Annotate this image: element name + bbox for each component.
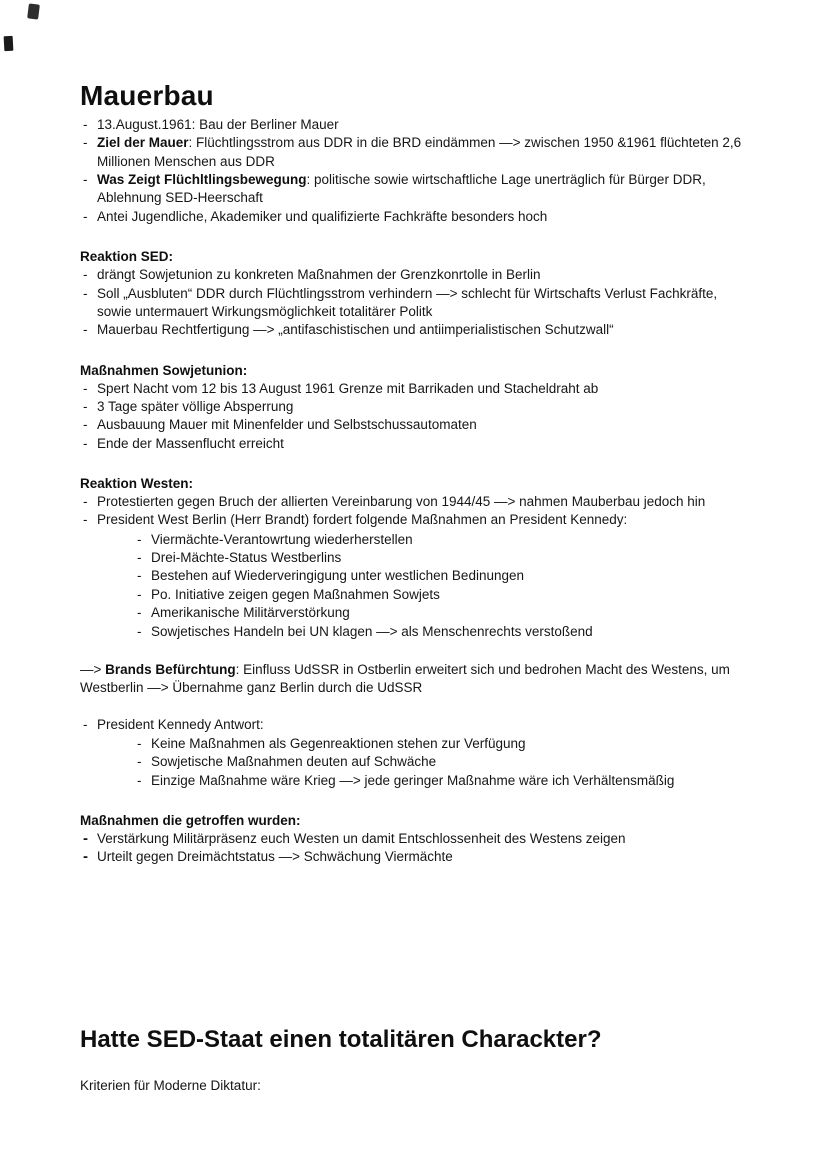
- list-item: - Spert Nacht vom 12 bis 13 August 1961 Grenze mit Barrikaden und Stacheldraht ab: [80, 380, 748, 398]
- sub-list: [134, 531, 748, 641]
- list-item: - 3 Tage später völlige Absperrung: [80, 398, 748, 416]
- befuerchtung-paragraph: [80, 661, 748, 698]
- doc-title: Mauerbau: [80, 80, 214, 111]
- list-item: - Ende der Massenflucht erreicht: [80, 435, 748, 453]
- section-heading-reaktion-sed: Reaktion SED:: [80, 249, 174, 265]
- list-item: - Ziel der Mauer: Flüchtlingsstrom aus DDR in die BRD eindämmen —> zwischen 1950 &1961 flüchteten 2,6 Millionen Menschen aus DDR: [80, 134, 748, 171]
- kennedy-list: [80, 716, 748, 790]
- sub-list: [134, 735, 748, 790]
- list-item: - Keine Maßnahmen als Gegenreaktionen stehen zur Verfügung: [134, 735, 748, 753]
- criteria-label: Kriterien für Moderne Diktatur:: [80, 1078, 261, 1093]
- list-item: - Antei Jugendliche, Akademiker und qualifizierte Fachkräfte besonders hoch: [80, 208, 748, 226]
- list-item: - drängt Sowjetunion zu konkreten Maßnahmen der Grenzkonrtolle in Berlin: [80, 266, 748, 284]
- section-list-massnahmen-getroffen: [80, 830, 748, 867]
- section-heading-reaktion-westen: Reaktion Westen:: [80, 476, 194, 492]
- list-item: - Verstärkung Militärpräsenz euch Westen un damit Entschlossenheit des Westens zeigen: [80, 830, 748, 848]
- section-heading-massnahmen-getroffen: Maßnahmen die getroffen wurden:: [80, 813, 301, 829]
- section-list-massnahmen-sowjetunion: [80, 380, 748, 453]
- section-list-reaktion-sed: [80, 266, 748, 339]
- list-item: - Sowjetisches Handeln bei UN klagen —> als Menschenrechts verstoßend: [134, 623, 748, 641]
- intro-list: [80, 116, 748, 226]
- befuerchtung-text: : Einfluss UdSSR in Ostberlin erweitert sich und bedrohen Macht des Westens, um Westberlin —> Übernahme ganz Berlin durch die UdSSR: [80, 661, 730, 696]
- list-item: - Was Zeigt Flüchltlingsbewegung: politische sowie wirtschaftliche Lage unerträglich für Bürger DDR, Ablehnung SED-Heerschaft: [80, 171, 748, 208]
- section-heading-massnahmen-sowjetunion: Maßnahmen Sowjetunion:: [80, 362, 248, 378]
- bottom-section: [80, 1026, 748, 1093]
- item-bold-label: Ziel der Mauer: [97, 135, 189, 151]
- list-item: - Po. Initiative zeigen gegen Maßnahmen Sowjets: [134, 586, 748, 604]
- question-heading: Hatte SED-Staat einen totalitären Charackter?: [80, 1026, 602, 1053]
- list-item: - Einzige Maßnahme wäre Krieg —> jede geringer Maßnahme wäre ich Verhältensmäßig: [134, 772, 748, 790]
- befuerchtung-label: Brands Befürchtung: [105, 661, 236, 677]
- list-item: - Viermächte-Verantowrtung wiederherstellen: [134, 531, 748, 549]
- list-item: - President West Berlin (Herr Brandt) fordert folgende Maßnahmen an President Kennedy: - Viermächte-Verantowrtung wiederherstellen - Drei-Mächte-Status Westberlins - Bestehen auf Wiederveringigung unter westlichen Bedinungen - Po. Initiative zeigen gegen Maßnahmen Sowjets - Amerikanische Militärverstörkung - Sowjetisches Handeln bei UN klagen —> als Menschenrechts verstoßend: [80, 511, 748, 641]
- list-item: - Sowjetische Maßnahmen deuten auf Schwäche: [134, 753, 748, 771]
- list-item: - Urteilt gegen Dreimächtstatus —> Schwächung Viermächte: [80, 848, 748, 866]
- list-item: - Amerikanische Militärverstörkung: [134, 604, 748, 622]
- list-item: - Drei-Mächte-Status Westberlins: [134, 549, 748, 567]
- list-item: - President Kennedy Antwort: - Keine Maßnahmen als Gegenreaktionen stehen zur Verfügung - Sowjetische Maßnahmen deuten auf Schwäche - Einzige Maßnahme wäre Krieg —> jede geringer Maßnahme wäre ich Verhältensmäßig: [80, 716, 748, 790]
- list-item: - Bestehen auf Wiederveringigung unter westlichen Bedinungen: [134, 567, 748, 585]
- section-list-reaktion-westen: [80, 493, 748, 641]
- document-content: [80, 80, 748, 867]
- list-item: - 13.August.1961: Bau der Berliner Mauer: [80, 116, 748, 134]
- scan-artifact: [4, 36, 14, 51]
- item-bold-label: Was Zeigt Flüchltlingsbewegung: [97, 172, 307, 188]
- list-item: - Soll „Ausbluten“ DDR durch Flüchtlingsstrom verhindern —> schlecht für Wirtschafts Verlust Fachkräfte, sowie untermauert Wirkungsmöglichkeit totalitärer Politk: [80, 285, 748, 322]
- list-item: - Protestierten gegen Bruch der allierten Vereinbarung von 1944/45 —> nahmen Mauberbau jedoch hin: [80, 493, 748, 511]
- list-item: - Ausbauung Mauer mit Minenfelder und Selbstschussautomaten: [80, 416, 748, 434]
- scan-artifact: [27, 3, 40, 19]
- list-item: - Mauerbau Rechtfertigung —> „antifaschistischen und antiimperialistischen Schutzwall“: [80, 321, 748, 339]
- arrow-prefix: —>: [80, 661, 106, 677]
